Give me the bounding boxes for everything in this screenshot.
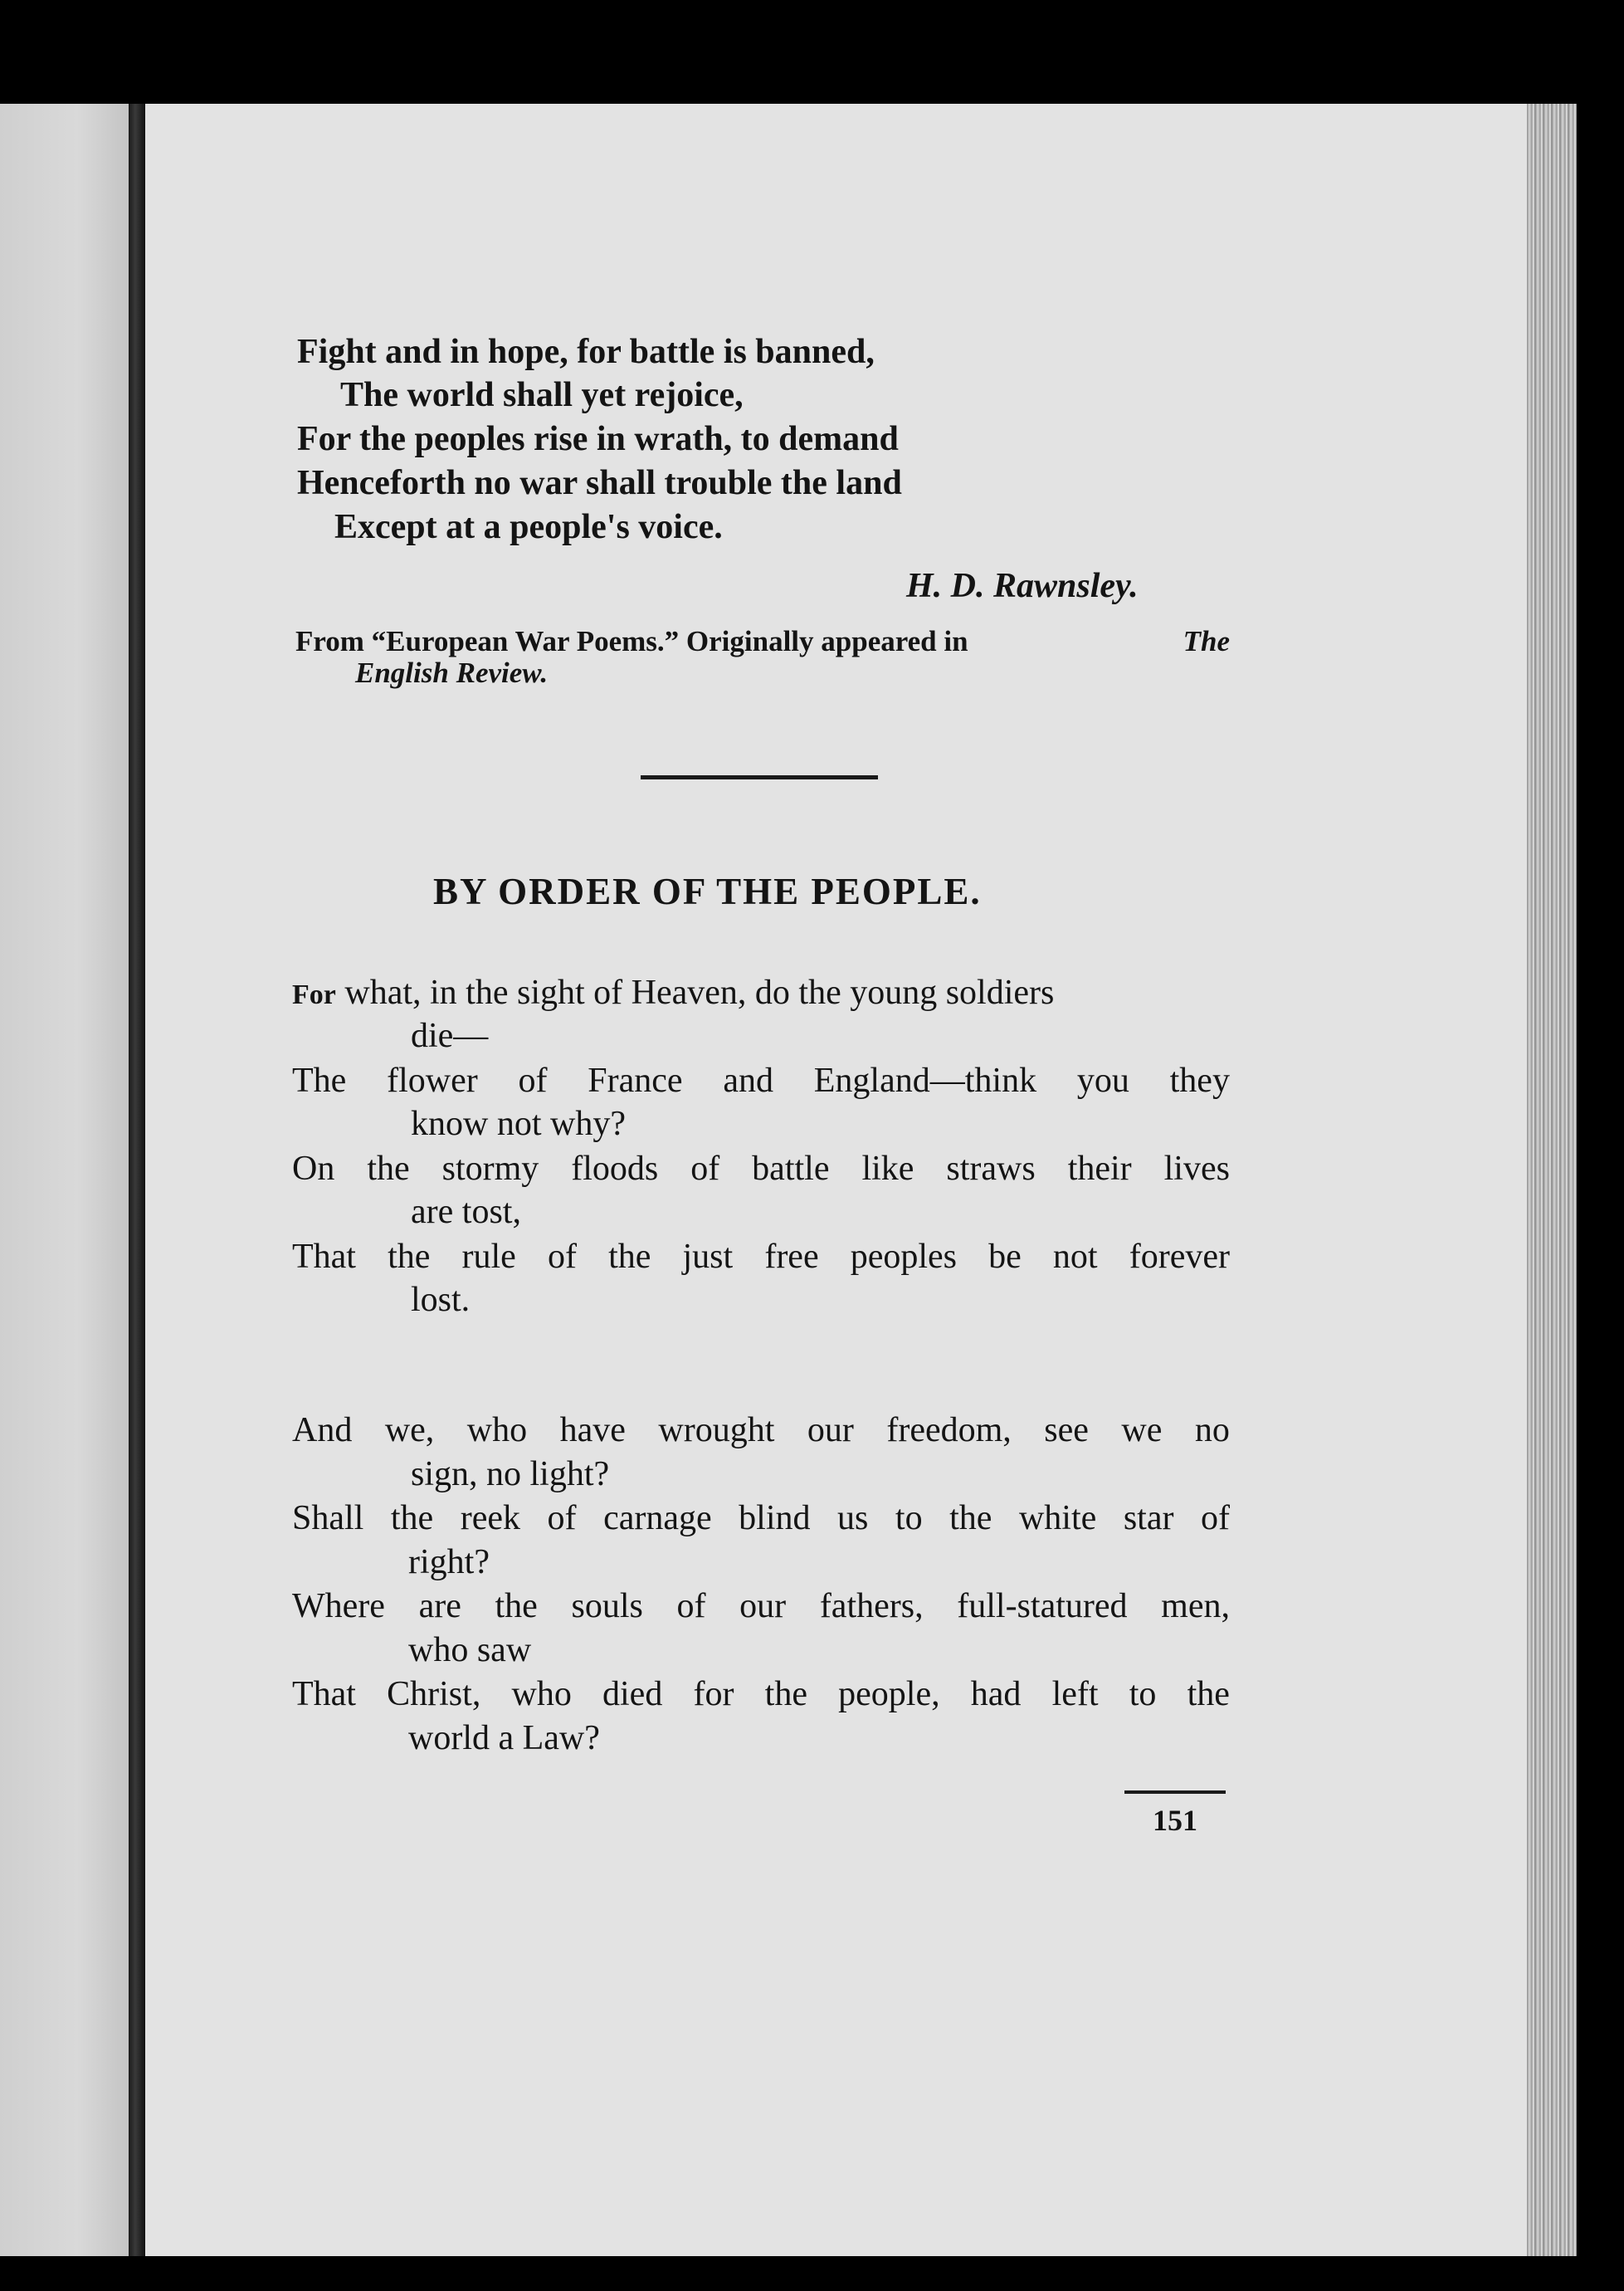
poem-line: sign, no light? <box>411 1455 610 1493</box>
poem-line: know not why? <box>411 1105 626 1143</box>
poem-title: BY ORDER OF THE PEOPLE. <box>433 871 982 912</box>
source-note-italic: The <box>1183 625 1230 657</box>
poem-line-text: what, in the sight of Heaven, do the young soldiers <box>344 974 1055 1012</box>
poem-line-text: Where are the souls of our fathers, full-statured men, <box>292 1587 1230 1625</box>
poem-line-text: And we, who have wrought our freedom, see we no <box>292 1411 1230 1449</box>
author-attribution: H. D. Rawnsley. <box>906 567 1139 605</box>
source-note-text: From “European War Poems.” Originally appeared in <box>295 625 968 657</box>
drop-word: For <box>292 979 336 1010</box>
poem-line: right? <box>408 1543 490 1581</box>
poem-line: Except at a people's voice. <box>334 508 723 546</box>
source-note-italic: English Review. <box>355 657 549 689</box>
poem-line: Henceforth no war shall trouble the land <box>297 464 902 502</box>
poem-line: who saw <box>408 1631 532 1669</box>
poem-line <box>292 1497 1230 1540</box>
poem-line-text: That the rule of the just free peoples be not forever <box>292 1238 1230 1276</box>
page-stack-edges <box>1527 104 1577 2256</box>
poem-line: The world shall yet rejoice, <box>340 376 744 414</box>
scan-top-border <box>0 0 1624 104</box>
section-divider <box>641 775 878 779</box>
poem-line <box>292 1059 1230 1102</box>
page-number: 151 <box>1153 1804 1197 1837</box>
scan-bottom-border <box>0 2256 1624 2291</box>
poem-line <box>292 1673 1230 1716</box>
scan-right-border <box>1577 104 1624 2256</box>
book-gutter <box>129 104 145 2256</box>
poem-line: lost. <box>411 1281 471 1319</box>
poem-line <box>292 1147 1230 1190</box>
facing-page-edge <box>0 104 129 2256</box>
poem-line: die— <box>411 1017 489 1055</box>
source-note <box>295 624 1230 659</box>
page-number-rule <box>1124 1790 1226 1794</box>
poem-line-text: The flower of France and England—think you they <box>292 1062 1230 1100</box>
poem-line <box>292 971 1230 1017</box>
poem-line: are tost, <box>411 1193 521 1231</box>
poem-line: world a Law? <box>408 1719 600 1757</box>
poem-line <box>292 1585 1230 1628</box>
poem-line: For the peoples rise in wrath, to demand <box>297 420 899 458</box>
poem-line-text: Shall the reek of carnage blind us to the white star of <box>292 1499 1230 1537</box>
poem-line-text: That Christ, who died for the people, had left to the <box>292 1675 1230 1713</box>
poem-line <box>292 1235 1230 1278</box>
poem-line-text: On the stormy floods of battle like straws their lives <box>292 1150 1230 1188</box>
poem-line: Fight and in hope, for battle is banned, <box>297 333 875 371</box>
poem-line <box>292 1409 1230 1452</box>
